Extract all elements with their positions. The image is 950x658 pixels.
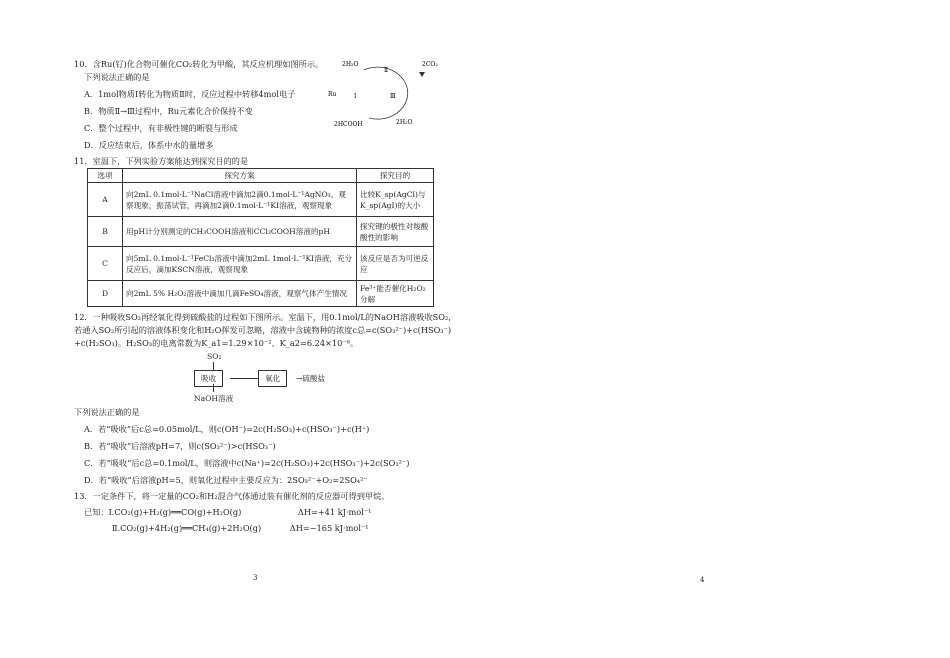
- flow-absorb-box: 吸收: [194, 370, 223, 387]
- q11-row-plan: 向5mL 0.1mol·L⁻¹FeCl₃溶液中滴加2mL 1mol·L⁻¹KI溶液，充分反应后，滴加KSCN溶液，观察现象: [123, 247, 357, 281]
- q10-ask: 下列说法正确的是: [84, 72, 150, 82]
- q10-option-c: C．整个过程中，有非极性键的断裂与形成: [84, 123, 238, 133]
- q12-flow-diagram: [194, 350, 464, 406]
- flow-oxidize-box: 氧化: [258, 370, 287, 387]
- q11-head-plan: 探究方案: [123, 169, 357, 183]
- q13-reaction-2: Ⅱ.CO₂(g)+4H₂(g)══CH₄(g)+2H₂O(g): [112, 523, 262, 533]
- q13-reaction-1: 已知：Ⅰ.CO₂(g)+H₂(g)══CO(g)+H₂O(g): [84, 507, 242, 517]
- q12-option-b: B．若“吸收”后溶液pH=7，则c(SO₃²⁻)>c(HSO₃⁻): [84, 441, 276, 451]
- q13-dh-1: ΔH=+41 kJ·mol⁻¹: [297, 507, 372, 517]
- q12-option-d: D．若“吸收”后溶液pH=5，则氧化过程中主要反应为：2SO₃²⁻+O₂=2SO₄²⁻: [84, 475, 368, 485]
- q11-row-plan: 向2mL 5% H₂O₂溶液中滴加几滴FeSO₄溶液，观察气体产生情况: [123, 281, 357, 307]
- q11-row-plan: 向2mL 0.1mol·L⁻¹NaCl溶液中滴加2滴0.1mol·L⁻¹AgNO₃，观察现象，振荡试管，再滴加2滴0.1mol·L⁻¹KI溶液，观察现象: [123, 183, 357, 217]
- fig-i-label: Ⅰ: [354, 93, 357, 100]
- fig-hcooh-label: 2HCOOH: [334, 121, 363, 128]
- q11-row-key: A: [88, 183, 123, 217]
- q11-row-key: C: [88, 247, 123, 281]
- q12-stem-3: +c(H₂SO₃)。H₂SO₃的电离常数为K_a1=1.29×10⁻²、K_a2=6.24×10⁻⁸。: [74, 338, 359, 348]
- q11-stem: 11．室温下，下列实验方案能达到探究目的的是: [74, 156, 249, 166]
- flow-arrow-down: [213, 362, 214, 370]
- fig-co2-label: 2CO₂: [422, 61, 438, 68]
- flow-product: →硫酸盐: [296, 374, 326, 383]
- page-right: [475, 0, 950, 658]
- q13-dh-2: ΔH=−165 kJ·mol⁻¹: [289, 523, 369, 533]
- q11-row-goal: Fe³⁺能否催化H₂O₂分解: [357, 281, 434, 307]
- q13-stem: 13．一定条件下，将一定量的CO₂和H₂混合气体通过装有催化剂的反应器可得到甲烷。: [74, 491, 390, 501]
- q12-stem-1: 12．一种吸收SO₂再经氧化得到硫酸盐的过程如下图所示。室温下，用0.1mol/L的NaOH溶液吸收SO₂，: [74, 312, 457, 322]
- fig-h2o2-label: 2H₂O: [396, 119, 413, 126]
- q11-table: [87, 168, 434, 307]
- q11-row-key: D: [88, 281, 123, 307]
- q10-option-b: B．物质Ⅱ→Ⅲ过程中，Ru元素化合价保持不变: [84, 106, 253, 116]
- q12-ask: 下列说法正确的是: [74, 407, 140, 417]
- q11-row-key: B: [88, 217, 123, 247]
- fig-iii-label: Ⅲ: [390, 93, 396, 100]
- q11-row-plan: 用pH计分别测定的CH₃COOH溶液和CCl₃COOH溶液的pH: [123, 217, 357, 247]
- q12-stem-2: 若通入SO₂所引起的溶液体积变化和H₂O挥发可忽略，溶液中含硫物种的浓度c总=c(SO₃²⁻)+c(HSO₃⁻): [74, 325, 452, 335]
- q11-head-option: 选项: [88, 169, 123, 183]
- q13-second: [74, 522, 464, 535]
- fig-h2o-label: 2H₂O: [342, 61, 359, 68]
- left-column: [74, 58, 464, 535]
- q13-known: [74, 506, 464, 519]
- page-number-right: 4: [700, 576, 705, 584]
- fig-ru-label: Ru: [328, 91, 337, 98]
- q12-option-c: C．若“吸收”后c总=0.1mol/L，则溶液中c(Na⁺)=2c(H₂SO₃)+2c(HSO₃⁻)+2c(SO₃²⁻): [84, 458, 410, 468]
- flow-arrow-up: [213, 384, 214, 392]
- q11-head-goal: 探究目的: [357, 169, 434, 183]
- ru-cycle-diagram: [324, 52, 454, 130]
- fig-ii-label: Ⅱ: [384, 67, 389, 74]
- q11-row-goal: 该反应是否为可逆反应: [357, 247, 434, 281]
- page-number-left: 3: [253, 574, 258, 582]
- ru-mechanism-figure: [324, 52, 454, 130]
- flow-so2: SO₂: [207, 352, 222, 361]
- q12-option-a: A．若“吸收”后c总=0.05mol/L，则c(OH⁻)=2c(H₂SO₃)+c(HSO₃⁻)+c(H⁺): [84, 424, 370, 434]
- flow-arrow-right: [230, 378, 258, 379]
- q10-option-d: D．反应结束后，体系中水的量增多: [84, 140, 214, 150]
- q11-row-goal: 探究键的极性对羧酸酸性的影响: [357, 217, 434, 247]
- flow-naoh: NaOH溶液: [194, 394, 234, 403]
- q10-option-a: A．1mol物质Ⅰ转化为物质Ⅱ时，反应过程中转移4mol电子: [84, 89, 296, 99]
- q10-stem: 10．含Ru(钌)化合物可催化CO₂转化为甲酸，其反应机理如图所示。: [74, 59, 324, 69]
- q11-row-goal: 比较K_sp(AgCl)与K_sp(AgI)的大小: [357, 183, 434, 217]
